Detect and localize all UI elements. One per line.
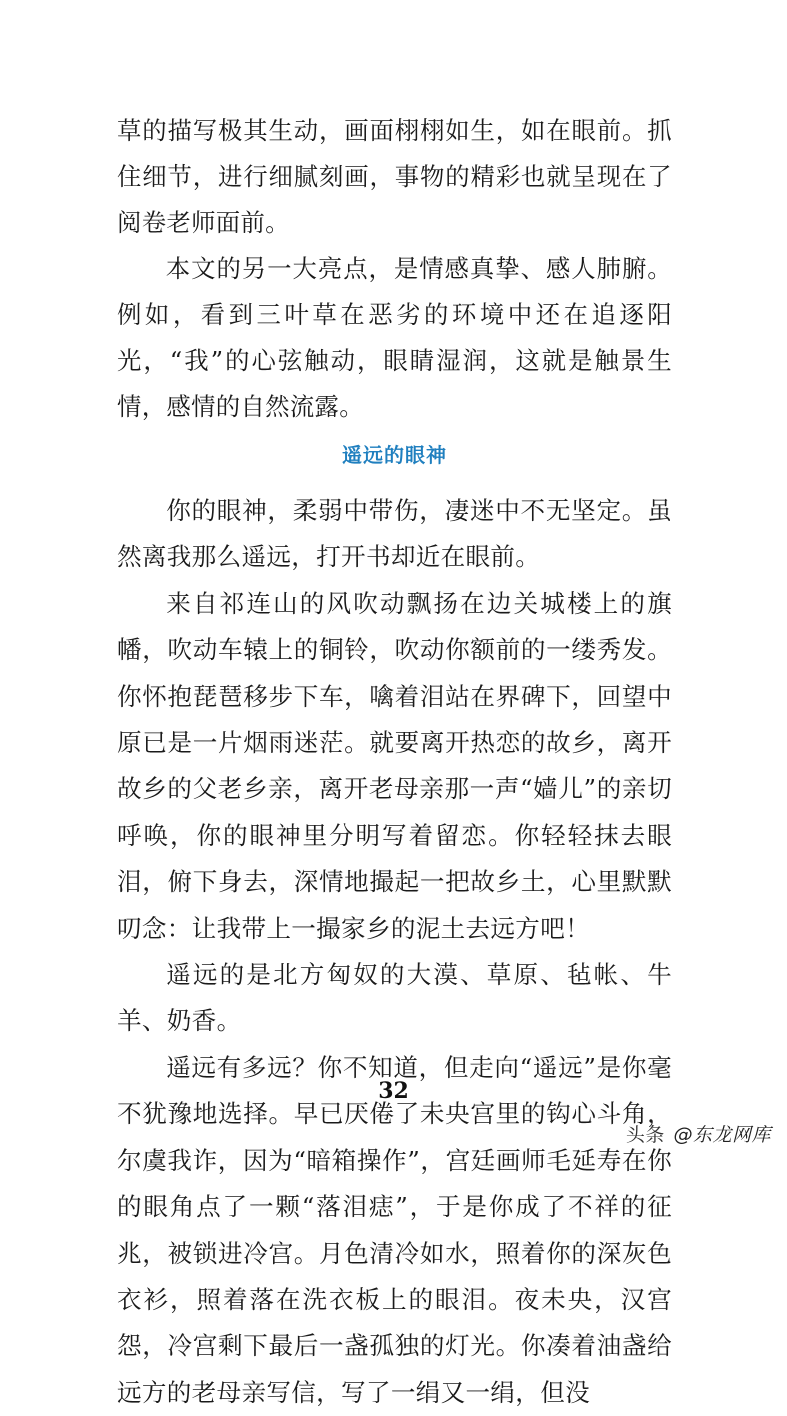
paragraph: 遥远有多远？你不知道，但走向“遥远”是你毫不犹豫地选择。早已厌倦了未央宫里的钩心斗角，尔虞我诈，因为“暗箱操作”，宫廷画师毛延寿在你的眼角点了一颗“落泪痣”，于是你成了不祥的征兆，被锁进冷宫。月色清冷如水，照着你的深灰色衣衫，照着落在洗衣板上的眼泪。夜未央，汉宫怨，冷宫剩下最后一盏孤独的灯光。你凑着油盏给远方的老母亲写信，写了一绢又一绢，但没 — [117, 1052, 672, 1407]
page-number: 32 — [378, 1078, 409, 1104]
paragraph: 你的眼神，柔弱中带伤，凄迷中不无坚定。虽然离我那么遥远，打开书却近在眼前。 — [117, 496, 672, 572]
review-section — [117, 108, 672, 430]
page-content — [117, 108, 672, 1416]
paragraph: 遥远的是北方匈奴的大漠、草原、毡帐、牛羊、奶香。 — [117, 960, 672, 1036]
essay-title: 遥远的眼神 — [342, 443, 447, 467]
paragraph: 草的描写极其生动，画面栩栩如生，如在眼前。抓住细节，进行细腻刻画，事物的精彩也就呈现在了阅卷老师面前。 — [117, 116, 672, 237]
watermark-logo: @东龙网库 — [673, 1124, 771, 1146]
paragraph: 来自祁连山的风吹动飘扬在边关城楼上的旗幡，吹动车辕上的铜铃，吹动你额前的一缕秀发。你怀抱琵琶移步下车，噙着泪站在界碑下，回望中原已是一片烟雨迷茫。就要离开热恋的故乡，离开故乡的父老乡亲，离开老母亲那一声“嫱儿”的亲切呼唤，你的眼神里分明写着留恋。你轻轻抹去眼泪，俯下身去，深情地撮起一把故乡土，心里默默叨念：让我带上一撮家乡的泥土去远方吧！ — [117, 588, 672, 943]
watermark — [626, 1120, 773, 1147]
watermark-prefix: 头条 — [625, 1124, 665, 1146]
essay-body — [117, 488, 672, 1416]
paragraph: 本文的另一大亮点，是情感真挚、感人肺腑。例如，看到三叶草在恶劣的环境中还在追逐阳光，“我”的心弦触动，眼睛湿润，这就是触景生情，感情的自然流露。 — [117, 254, 672, 421]
